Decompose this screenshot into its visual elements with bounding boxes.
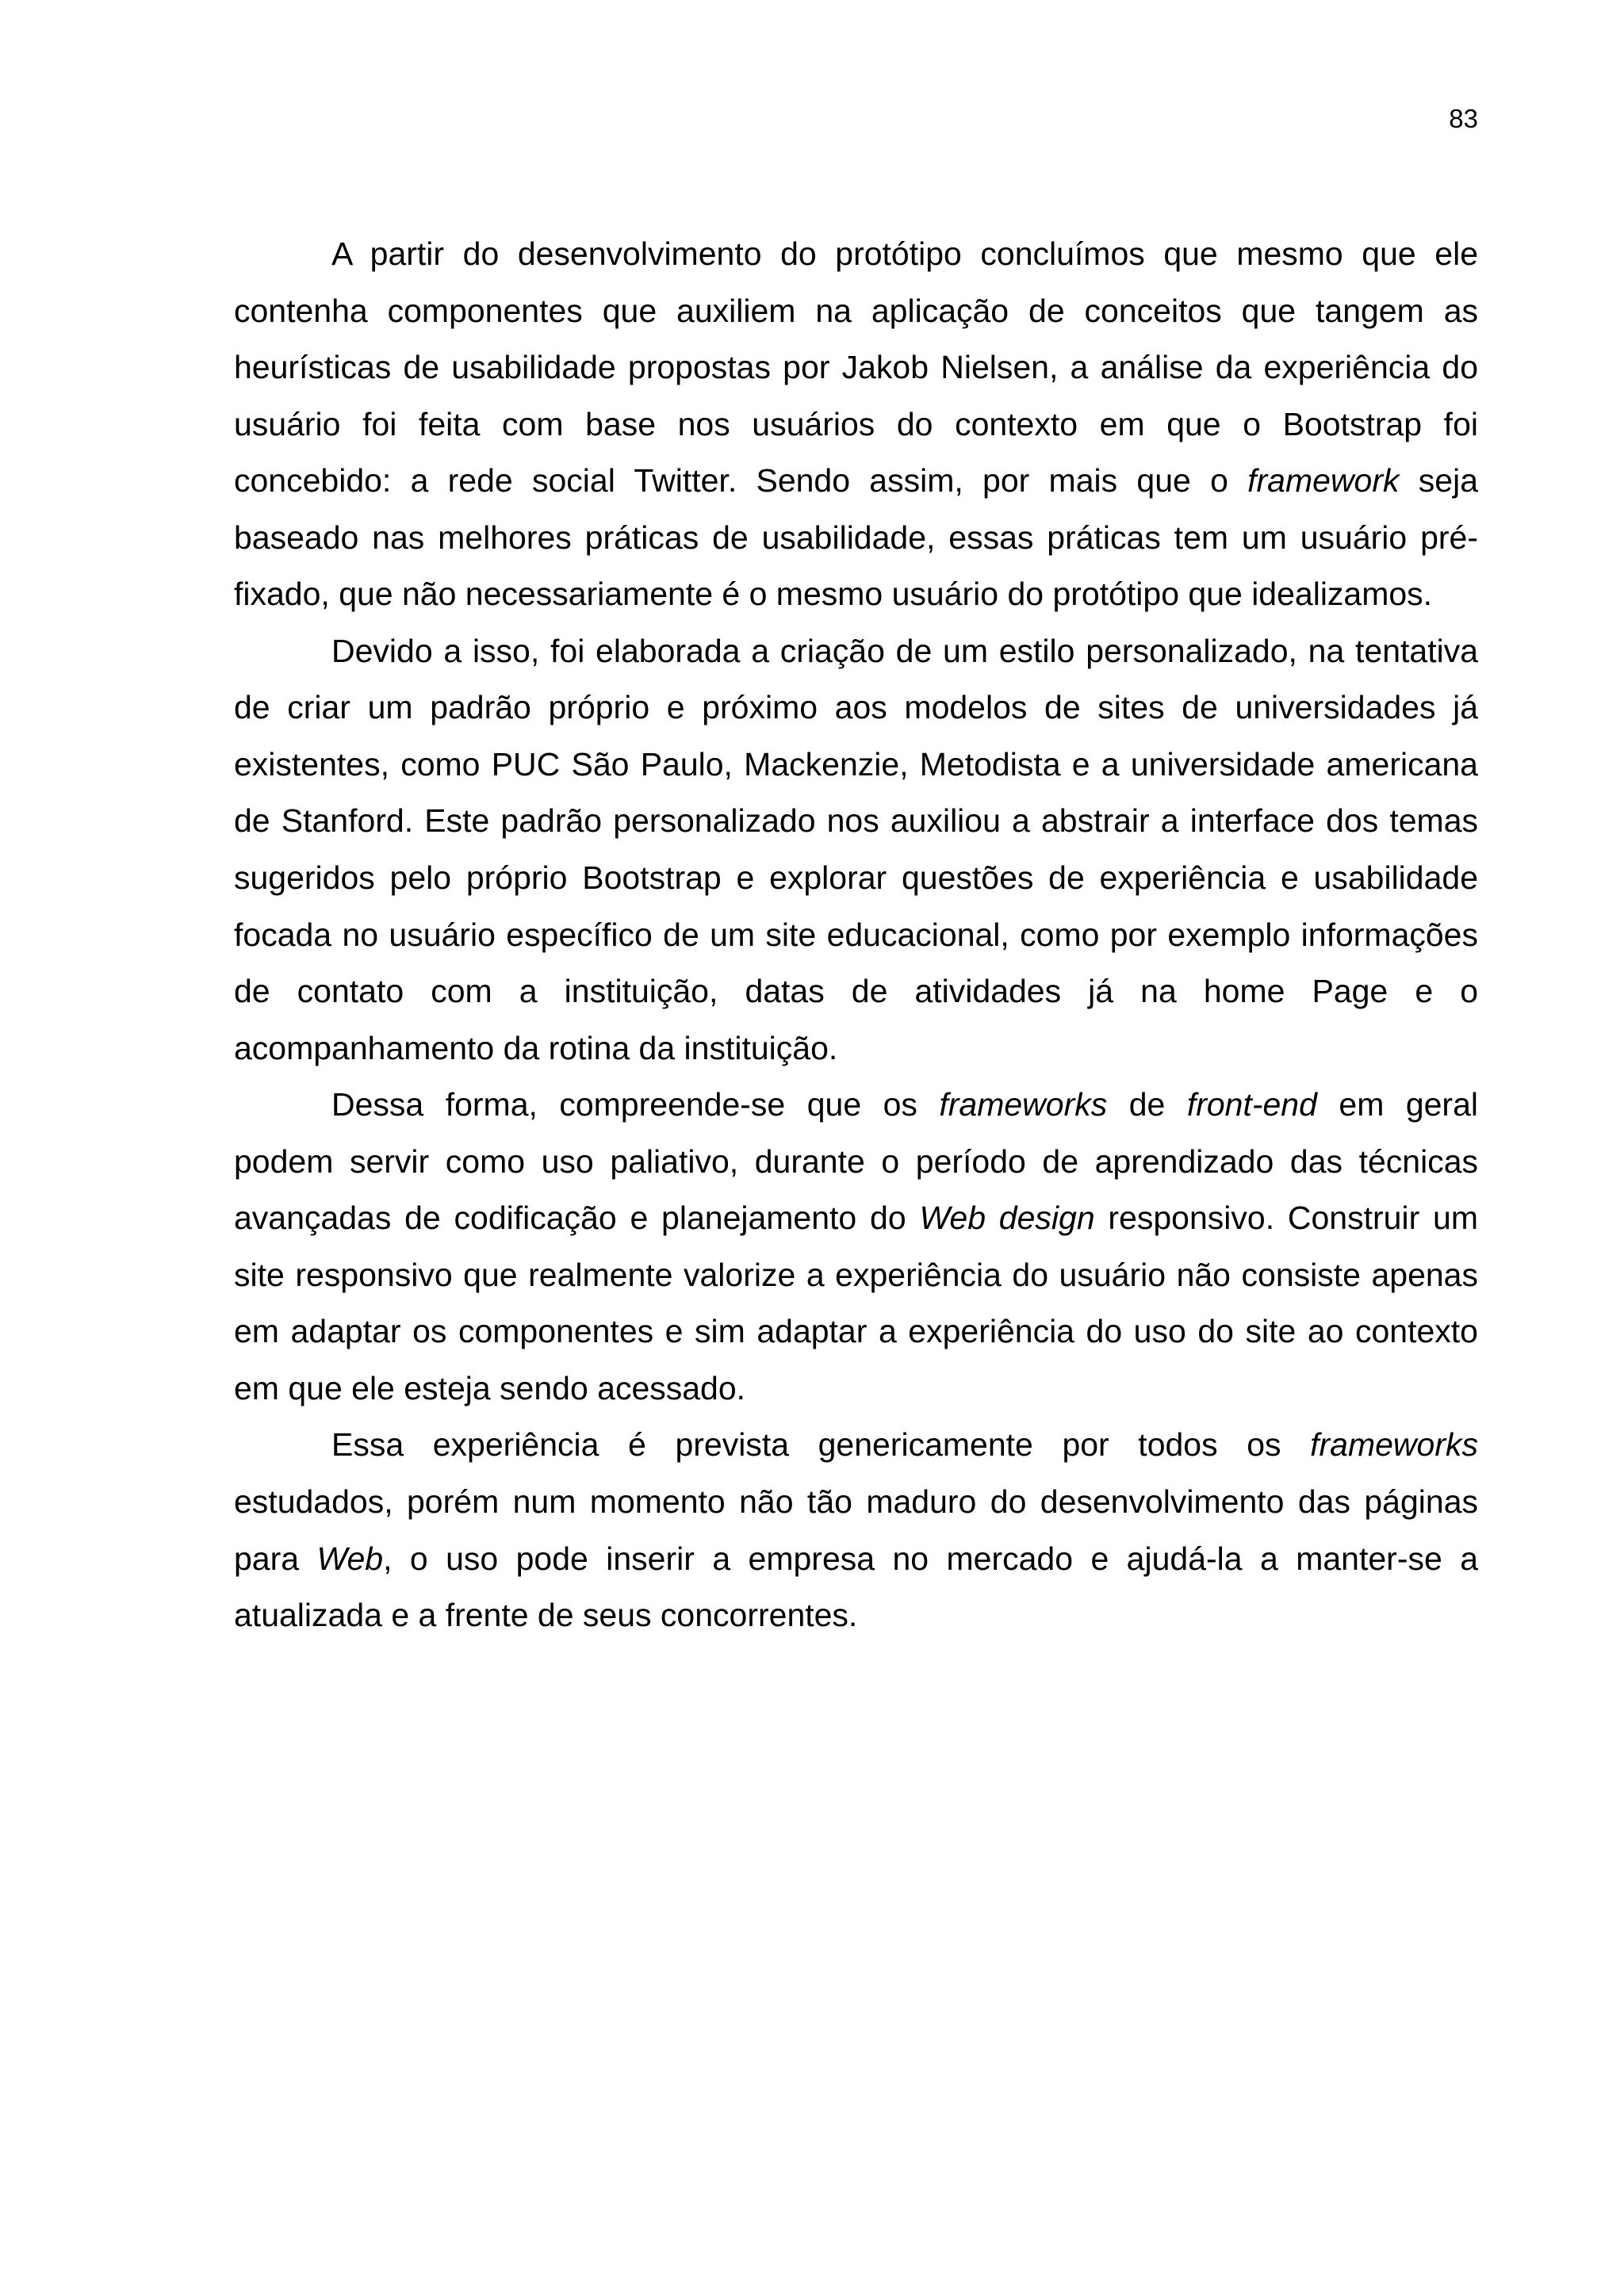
body-text [234, 226, 1478, 1644]
text-line [234, 623, 1478, 680]
text-run: baseado nas melhores práticas de usabilidade, essas práticas tem um usuário pré- [234, 519, 1478, 556]
text-line [234, 339, 1478, 396]
text-run: em geral [1316, 1086, 1478, 1123]
text-line [234, 1531, 1478, 1588]
text-line [234, 226, 1478, 283]
text-run: avançadas de codificação e planejamento do [234, 1200, 920, 1237]
text-run: seja [1399, 462, 1478, 499]
text-run: atualizada e a frente de seus concorrentes. [234, 1597, 858, 1634]
text-line [234, 850, 1478, 907]
paragraph [234, 1077, 1478, 1417]
text-line [234, 793, 1478, 850]
italic-text-run: frameworks [939, 1086, 1108, 1123]
paragraph [234, 623, 1478, 1077]
text-run: de Stanford. Este padrão personalizado nos auxiliou a abstrair a interface dos temas [234, 802, 1478, 840]
text-line [234, 1190, 1478, 1247]
text-run: acompanhamento da rotina da instituição. [234, 1029, 838, 1066]
text-line [234, 283, 1478, 340]
text-line [234, 396, 1478, 453]
text-run: em adaptar os componentes e sim adaptar a experiência do uso do site ao contexto [234, 1313, 1478, 1350]
text-run: de [1107, 1086, 1187, 1123]
text-run: A partir do desenvolvimento do protótipo concluímos que mesmo que ele [331, 235, 1478, 272]
italic-text-run: Web design [919, 1200, 1095, 1237]
text-run: responsivo. Construir um [1094, 1200, 1478, 1237]
italic-text-run: Web [316, 1540, 384, 1577]
text-run: de contato com a instituição, datas de atividades já na home Page e o [234, 973, 1478, 1010]
text-line [234, 1247, 1478, 1304]
text-line [234, 1134, 1478, 1191]
text-run: Devido a isso, foi elaborada a criação de um estilo personalizado, na tentativa [331, 632, 1478, 669]
text-run: para [234, 1540, 317, 1577]
text-run: Dessa forma, compreende-se que os [331, 1086, 940, 1123]
text-line [234, 679, 1478, 737]
italic-text-run: framework [1247, 462, 1400, 499]
text-line [234, 1417, 1478, 1474]
text-run: heurísticas de usabilidade propostas por Jakob Nielsen, a análise da experiência do [234, 349, 1478, 386]
paragraph [234, 1417, 1478, 1644]
text-run: de criar um padrão próprio e próximo aos modelos de sites de universidades já [234, 689, 1478, 726]
text-run: sugeridos pelo próprio Bootstrap e explorar questões de experiência e usabilidade [234, 859, 1478, 897]
text-line [234, 566, 1478, 623]
text-run: usuário foi feita com base nos usuários do contexto em que o Bootstrap foi [234, 405, 1478, 442]
text-line [234, 1303, 1478, 1360]
text-line [234, 963, 1478, 1020]
text-line [234, 1077, 1478, 1134]
text-run: Essa experiência é prevista genericamente por todos os [331, 1426, 1311, 1464]
text-run: fixado, que não necessariamente é o mesmo usuário do protótipo que idealizamos. [234, 576, 1433, 613]
text-run: concebido: a rede social Twitter. Sendo assim, por mais que o [234, 462, 1248, 499]
text-run: contenha componentes que auxiliem na aplicação de conceitos que tangem as [234, 292, 1478, 329]
text-line [234, 907, 1478, 964]
page-number: 83 [1449, 104, 1478, 133]
text-run: em que ele esteja sendo acessado. [234, 1369, 746, 1406]
italic-text-run: frameworks [1310, 1426, 1478, 1464]
text-run: estudados, porém num momento não tão maduro do desenvolvimento das páginas [234, 1483, 1478, 1521]
text-line [234, 510, 1478, 567]
italic-text-run: front-end [1186, 1086, 1317, 1123]
text-line [234, 1020, 1478, 1077]
text-run: site responsivo que realmente valorize a experiência do usuário não consiste apenas [234, 1256, 1478, 1293]
text-run: , o uso pode inserir a empresa no mercado e ajudá-la a manter-se a [383, 1540, 1479, 1577]
text-run: existentes, como PUC São Paulo, Mackenzie, Metodista e a universidade americana [234, 745, 1478, 783]
text-line [234, 453, 1478, 510]
paragraph [234, 226, 1478, 623]
text-run: focada no usuário específico de um site educacional, como por exemplo informações [234, 916, 1478, 953]
text-run: podem servir como uso paliativo, durante o período de aprendizado das técnicas [234, 1142, 1478, 1180]
text-line [234, 1587, 1478, 1644]
text-line [234, 1474, 1478, 1531]
text-line [234, 737, 1478, 794]
text-line [234, 1360, 1478, 1418]
